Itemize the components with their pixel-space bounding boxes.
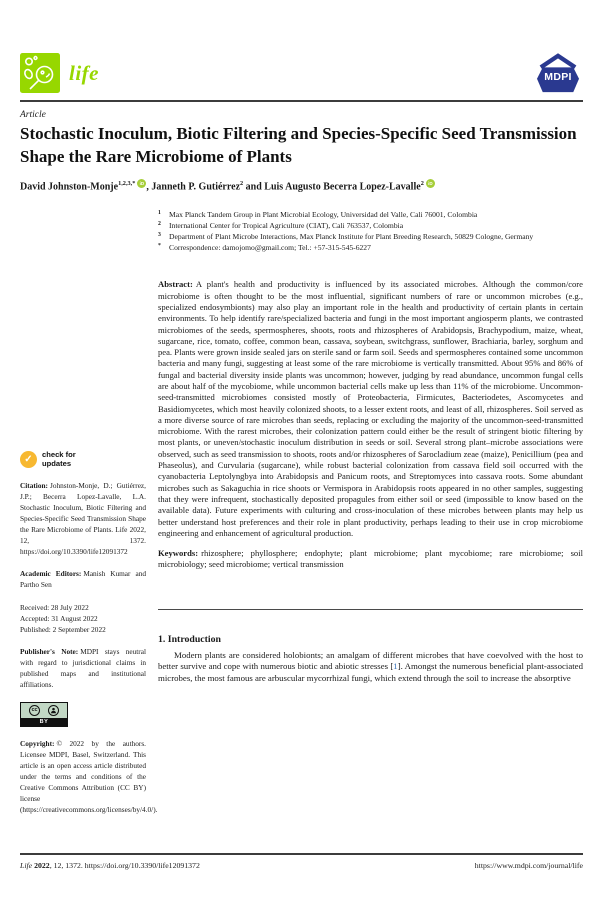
author-name-1: David Johnston-Monje bbox=[20, 181, 119, 193]
keywords-label: Keywords: bbox=[158, 548, 199, 559]
mdpi-logo[interactable] bbox=[533, 53, 583, 95]
authors-line bbox=[20, 179, 583, 192]
author-sup-1: 1,2,3,* bbox=[118, 180, 136, 187]
check-for-updates-label: check for updates bbox=[42, 450, 76, 468]
section-divider bbox=[158, 609, 583, 610]
keywords-paragraph bbox=[158, 548, 583, 571]
cc-by-label: BY bbox=[21, 718, 67, 726]
abstract-text: A plant's health and productivity is influenced by its associated microbes. Although the common/core microbiome is often thought to be the most influential, significant numbers of rare or uncommon microbes (e.g., specialized endosymbionts) may also play an important role in the health and productivity of certain plants in certain environments. To help identify rare/specialized bacteria and fungi in the most important angiosperm plants, we contrasted microbiomes of the seeds, spermospheres, shoots, roots and rhizospheres of Arabidopsis, Brachypodium, maize, wheat, sugarcane, rice, tomato, coffee, common bean, cassava, soybean, switchgrass, sunflower, Brachiaria, barley, sorghum and pea. Plants were grown inside sealed jars on sterile sand or farm soil. Seeds and spermospheres contained some uncommon bacteria and many fungi, suggesting at least some of the rare microbiome is vertically transmitted. About 95% and 86% of fungal and bacterial diversity inside plants was uncommon; however, judging by read abundance, uncommon fungal cells are about half of the mycobiome, while uncommon bacterial cells make up less than 11% of the microbiome. Uncommon-seed-transmitted microbiomes consisted mostly of Proteobacteria, Firmicutes, Bacteriodetes, Ascomycetes and Basidiomycetes, which most heavily colonized shoots, to a lesser extent roots, and least of all, rhizospheres. Soil served as a more diverse source of rare microbes than seeds, replacing or excluding the majority of the uncommon-seed-transmitted microbiome. With the rarest microbes, their colonization pattern could either be the result of stringent biotic filtering by most plants, or uneven/stochastic inoculum distribution in seeds or soil. Several strong plant–microbe associations were observed, such as seed transmission to shoots, roots and/or rhizospheres of Sarocladium zeae (maize), Penicillium (pea and Phaseolus), and Curvularia (sugarcane), while robust bacterial colonization from cassava field soil occurred with the cyanobacteria Leptolyngbya into Arabidopsis and Panicum roots, and Streptomyces into cassava roots. Some abundant microbes such as Sakaguchia in rice shoots or Vermispora in Arabidopsis roots appeared in no other samples, suggesting that they were infrequent, stochastically deposited propagules from either soil or seed (impossible to know based on the available data). Future experiments with culturing and cross-inoculation of these microbes between plants may help us better understand host preferences and their role in plant productivity, perhaps leading to their use in crop microbiome engineering and enhancement of agricultural production. bbox=[158, 279, 583, 538]
page-footer bbox=[20, 853, 583, 870]
life-logo-icon bbox=[20, 53, 60, 93]
publisher-note-block bbox=[20, 646, 146, 690]
author-separator: , bbox=[146, 181, 152, 193]
journal-wordmark: life bbox=[69, 60, 99, 85]
academic-editors-text: Manish Kumar and Partho Sen bbox=[20, 568, 146, 589]
affiliation-item bbox=[158, 220, 583, 231]
academic-editors-label: Academic Editors: bbox=[20, 568, 82, 578]
article-type-label: Article bbox=[20, 110, 46, 120]
citation-block bbox=[20, 480, 146, 557]
footer-year: 2022 bbox=[32, 861, 50, 870]
journal-brand[interactable] bbox=[20, 53, 99, 93]
intro-text: ]. Amongst the numerous beneficial plant-associated microbes, the most famous are arbuscular mycorrhizal fungi, which extend through the soil to increase the absorptive bbox=[158, 661, 583, 683]
keywords-text: rhizosphere; phyllosphere; endophyte; plant microbiome; plant mycobiome; rare microbiome; soil microbiology; seed microbiome; vertical transmission bbox=[158, 548, 583, 570]
citation-text: Johnston-Monje, D.; Gutiérrez, J.P.; Becerra Lopez-Lavalle, L.A. Stochastic Inoculum, Biotic Filtering and Species-Specific Seed Transmission Shape the Rare Microbiome of Plants. Life 2022, 12, 1372. https://doi.org/10.3390/life12091372 bbox=[20, 480, 146, 556]
publisher-note-label: Publisher's Note: bbox=[20, 646, 79, 656]
author-name-3: Luis Augusto Becerra Lopez-Lavalle bbox=[264, 181, 421, 193]
academic-editors-block bbox=[20, 568, 146, 590]
abstract-paragraph bbox=[158, 279, 583, 539]
cc-by-license-badge[interactable] bbox=[20, 702, 68, 727]
affiliations-block bbox=[158, 209, 583, 253]
cc-icons bbox=[21, 703, 67, 718]
copyright-label: Copyright: bbox=[20, 738, 55, 748]
published-line: Published: 2 September 2022 bbox=[20, 624, 106, 634]
reference-link-1[interactable]: 1 bbox=[393, 661, 398, 672]
author-sup-3: 2 bbox=[420, 180, 424, 187]
author-sup-2: 2 bbox=[240, 180, 244, 187]
correspondence-text[interactable]: Correspondence: damojomo@gmail.com; Tel.: +57-315-545-6227 bbox=[169, 243, 371, 253]
footer-issue: , 12, 1372. bbox=[49, 861, 85, 870]
affiliation-item bbox=[158, 209, 583, 220]
copyright-block bbox=[20, 738, 158, 815]
citation-label: Citation: bbox=[20, 480, 48, 490]
check-icon: ✓ bbox=[20, 451, 37, 468]
abstract-label: Abstract: bbox=[158, 279, 193, 290]
affiliation-text: International Center for Tropical Agriculture (CIAT), Cali 763537, Colombia bbox=[169, 221, 404, 231]
affiliation-marker: 3 bbox=[158, 232, 161, 239]
footer-citation bbox=[20, 861, 200, 870]
author-name-2: Janneth P. Gutiérrez bbox=[151, 181, 241, 193]
received-line: Received: 28 July 2022 bbox=[20, 602, 89, 612]
footer-journal: Life bbox=[20, 861, 33, 870]
orcid-icon[interactable]: iD bbox=[137, 179, 146, 188]
check-for-updates-badge[interactable] bbox=[20, 451, 146, 468]
footer-journal-url[interactable]: https://www.mdpi.com/journal/life bbox=[474, 861, 583, 870]
intro-text: Modern plants are considered holobionts; an amalgam of different microbes that have coevolved with the host to better survive and cope with numerous biotic and abiotic stresses [ bbox=[158, 649, 583, 672]
affiliation-marker: * bbox=[158, 243, 161, 250]
affiliation-text: Max Planck Tandem Group in Plant Microbial Ecology, Universidad del Valle, Cali 76001, Colombia bbox=[169, 210, 478, 220]
dates-block bbox=[20, 602, 146, 635]
cc-icon: cc bbox=[29, 705, 40, 716]
author-separator: and bbox=[243, 181, 265, 193]
footer-doi-link[interactable]: https://doi.org/10.3390/life12091372 bbox=[84, 861, 200, 870]
introduction-heading: 1. Introduction bbox=[158, 633, 221, 645]
affiliation-text: Department of Plant Microbe Interactions, Max Planck Institute for Plant Breeding Research, 50829 Cologne, Germany bbox=[169, 232, 534, 242]
left-sidebar bbox=[20, 450, 158, 814]
introduction-paragraph bbox=[158, 650, 583, 685]
affiliation-marker: 1 bbox=[158, 210, 161, 217]
page-header bbox=[20, 53, 583, 95]
page-title: Stochastic Inoculum, Biotic Filtering and Species-Specific Seed Transmission Shape the Rare Microbiome of Plants bbox=[20, 124, 577, 166]
accepted-line: Accepted: 31 August 2022 bbox=[20, 613, 98, 623]
copyright-text: © 2022 by the authors. Licensee MDPI, Basel, Switzerland. This article is an open access article distributed under the terms and conditions of the Creative Commons Attribution (CC BY) license (https://creativecommons.org/licenses/by/4.0/). bbox=[20, 738, 158, 814]
affiliation-item bbox=[158, 231, 583, 242]
person-icon bbox=[48, 705, 59, 716]
affiliation-marker: 2 bbox=[158, 221, 161, 228]
publisher-note-text: MDPI stays neutral with regard to jurisdictional claims in published maps and institutional affiliations. bbox=[20, 646, 147, 689]
orcid-icon[interactable]: iD bbox=[426, 179, 435, 188]
header-divider bbox=[20, 100, 583, 102]
mdpi-label: MDPI bbox=[544, 71, 572, 83]
affiliation-item bbox=[158, 242, 583, 253]
main-column bbox=[158, 209, 583, 684]
